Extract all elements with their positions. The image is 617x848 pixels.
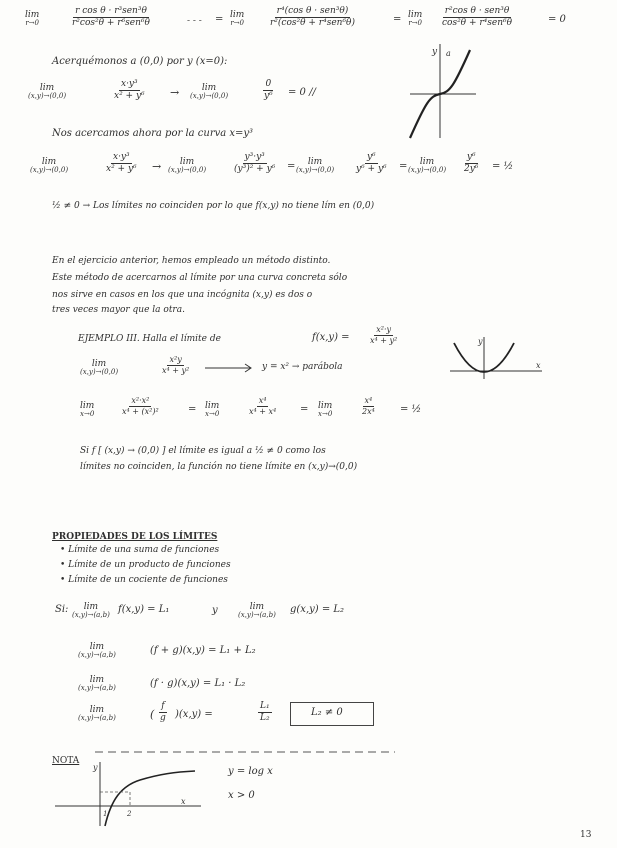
property-item: • Límite de un cociente de funciones: [60, 575, 228, 585]
limit-operator-2: [230, 11, 244, 27]
limit-operator: [30, 158, 68, 174]
fraction-1: [104, 153, 139, 174]
paren-open: (: [150, 708, 155, 721]
lim-label: lim: [80, 401, 95, 411]
fraction-2: [268, 7, 357, 28]
limit-operator-3: [205, 402, 219, 418]
curve-label: a: [446, 49, 451, 58]
lim-subscript: (x,y)→(0,0): [408, 166, 447, 174]
arrow: →: [170, 86, 180, 99]
fraction-numerator: r⁴(cos θ · sen³θ): [276, 6, 349, 16]
lim-subscript: x→0: [80, 410, 95, 418]
fraction-2: [262, 80, 275, 101]
lim-label: lim: [25, 10, 40, 20]
fraction-denominator: (y³)² + y⁶: [234, 163, 276, 174]
log-graph: [55, 760, 205, 830]
lim-label: lim: [205, 401, 220, 411]
limit-operator: [28, 84, 66, 100]
lim-subscript: (x,y)→(a,b): [78, 651, 116, 659]
x-axis-label: x: [181, 797, 186, 806]
arrow: →: [152, 160, 162, 173]
equals-sign: =: [399, 161, 408, 172]
fraction-denominator: y⁶ + y⁶: [356, 163, 387, 174]
fraction-1: [160, 356, 191, 375]
lim-subscript: x→0: [318, 410, 333, 418]
tick-label-1: 1: [103, 810, 108, 818]
limit-operator-sum: [78, 643, 116, 659]
fraction-denominator: 2y⁶: [464, 163, 479, 174]
dashed-separator: [95, 750, 395, 754]
conclusion-text: ½ ≠ 0 → Los límites no coinciden por lo que f(x,y) no tiene lím en (0,0): [52, 201, 375, 211]
function-fraction: [368, 326, 399, 345]
lim-label: lim: [201, 83, 217, 93]
limit-operator: [25, 11, 39, 27]
limit-operator-quotient: [78, 706, 116, 722]
result: = 0: [548, 14, 566, 25]
y-axis-label: y: [478, 337, 483, 346]
fraction-denominator: x⁴ + x⁴: [249, 406, 277, 416]
fraction-denominator: x⁴ + y²: [370, 335, 398, 345]
limit-f-value: f(x,y) = L₁: [118, 604, 170, 615]
y-axis-label: y: [93, 763, 98, 772]
lim-label: lim: [91, 359, 107, 369]
approach-text: Acerquémonos a (0,0) por y (x=0):: [52, 56, 228, 67]
lim-subscript: (x,y)→(a,b): [78, 714, 116, 722]
limit-operator-product: [78, 676, 116, 692]
fraction-numerator: y⁶: [466, 152, 476, 162]
tick-label-2: 2: [127, 810, 132, 818]
lim-label: lim: [408, 10, 423, 20]
property-text: Límite de un producto de funciones: [68, 560, 231, 570]
log-equation: y = log x: [228, 766, 273, 777]
lim-label: lim: [419, 157, 435, 167]
limit-operator-2: [190, 84, 228, 100]
fraction-denominator: x⁴ + (x²)²: [122, 406, 159, 416]
fraction-numerator: x·y³: [121, 79, 138, 89]
lim-label: lim: [249, 602, 265, 612]
fraction-4: [360, 397, 377, 416]
lim-label: lim: [179, 157, 195, 167]
lim-subscript: (x,y)→(a,b): [78, 684, 116, 692]
fraction-numerator: f: [161, 701, 165, 711]
lim-label: lim: [89, 675, 105, 685]
fraction-denominator: L₂: [260, 712, 270, 723]
conclusion-line: límites no coinciden, la función no tiene límite en (x,y)→(0,0): [80, 462, 358, 472]
limit-operator: [72, 603, 110, 619]
fraction-numerator: x²y: [169, 355, 182, 364]
fraction-denominator: x² + y⁶: [106, 163, 137, 174]
fraction-denominator: cos²θ + r⁴sen⁶θ: [442, 17, 513, 28]
limit-operator-2: [80, 402, 94, 418]
cubic-curve-figure: [400, 42, 480, 142]
lim-label: lim: [230, 10, 245, 20]
fraction-numerator: x⁴: [258, 396, 267, 405]
dash-connector: - - -: [187, 16, 202, 26]
y-axis-label: y: [432, 47, 438, 57]
result: = 0 //: [288, 87, 316, 98]
lim-label: lim: [41, 157, 57, 167]
lim-label: lim: [318, 401, 333, 411]
fraction-denominator: r²cos²θ + r⁶sen⁶θ: [72, 17, 150, 28]
limit-g-value: g(x,y) = L₂: [290, 604, 345, 615]
lim-subscript: r→0: [408, 19, 422, 27]
fraction-3: [354, 153, 389, 174]
fraction-denominator: g: [160, 712, 166, 723]
limit-operator-4: [318, 402, 332, 418]
property-item: • Límite de una suma de funciones: [60, 545, 220, 555]
lim-subscript: r→0: [230, 19, 244, 27]
fraction-2: [232, 153, 277, 174]
fraction-4: [462, 153, 480, 174]
fraction-numerator: x²·y: [376, 325, 391, 334]
property-item: • Límite de un producto de funciones: [60, 560, 231, 570]
quotient-result: [258, 702, 272, 723]
lim-subscript: (x,y)→(0,0): [168, 166, 207, 174]
lim-subscript: (x,y)→(0,0): [80, 368, 119, 376]
result: = ½: [400, 404, 422, 415]
and-label: y: [212, 605, 218, 616]
lim-subscript: (x,y)→(a,b): [72, 611, 110, 619]
result: = ½: [492, 161, 514, 172]
fraction-numerator: x²·x²: [131, 396, 150, 405]
lim-subscript: (x,y)→(a,b): [238, 611, 276, 619]
quotient-fraction: [158, 702, 168, 723]
limit-operator-2: [238, 603, 276, 619]
fraction-denominator: r²(cos²θ + r⁴sen⁶θ): [270, 17, 355, 28]
fraction-2: [120, 397, 161, 416]
lim-label: lim: [89, 705, 105, 715]
conclusion-line: Si f [ (x,y) → (0,0) ] el límite es igual a ½ ≠ 0 como los: [80, 446, 326, 456]
fraction-3: [247, 397, 278, 416]
fraction-denominator: y⁶: [264, 90, 273, 101]
lim-subscript: x→0: [205, 410, 220, 418]
equals-sign: =: [215, 14, 224, 25]
lim-label: lim: [83, 602, 99, 612]
fraction-1: [70, 7, 152, 28]
limit-operator-3: [408, 11, 422, 27]
if-label: Si:: [55, 604, 69, 615]
lim-label: lim: [89, 642, 105, 652]
function-label: f(x,y) =: [312, 332, 350, 343]
property-text: Límite de un cociente de funciones: [68, 575, 228, 585]
fraction-3: [440, 7, 514, 28]
fraction-numerator: 0: [265, 79, 272, 89]
equals-sign: =: [300, 404, 309, 415]
lim-subscript: (x,y)→(0,0): [190, 92, 229, 100]
fraction-numerator: x·y³: [113, 152, 130, 162]
fraction-numerator: L₁: [260, 701, 270, 711]
curve-text: Nos acercamos ahora por la curva x=y³: [52, 128, 254, 139]
paragraph-line: En el ejercicio anterior, hemos empleado un método distinto.: [52, 256, 331, 266]
equals-sign: =: [393, 14, 402, 25]
parabola-text: y = x² → parábola: [262, 362, 343, 372]
section-title: PROPIEDADES DE LOS LÍMITES: [52, 532, 218, 542]
paragraph-line: Este método de acercarnos al límite por una curva concreta sólo: [52, 273, 348, 283]
lim-subscript: r→0: [25, 19, 39, 27]
fraction-numerator: r cos θ · r³sen³θ: [75, 6, 147, 16]
limit-operator-3: [296, 158, 334, 174]
long-arrow: [205, 363, 255, 373]
limit-operator: [80, 360, 118, 376]
lim-subscript: (x,y)→(0,0): [28, 92, 67, 100]
example-title: EJEMPLO III. Halla el límite de: [78, 334, 221, 344]
domain-condition: x > 0: [228, 790, 255, 801]
limit-operator-2: [168, 158, 206, 174]
lim-label: lim: [307, 157, 323, 167]
note-label: NOTA: [52, 756, 80, 766]
fraction-denominator: x⁴ + y²: [162, 365, 190, 375]
fraction-numerator: x⁴: [364, 396, 373, 405]
condition-text: L₂ ≠ 0: [311, 707, 343, 718]
quotient-rule: )(x,y) =: [175, 709, 213, 720]
property-text: Límite de una suma de funciones: [68, 545, 220, 555]
lim-subscript: (x,y)→(0,0): [30, 166, 69, 174]
product-rule: (f · g)(x,y) = L₁ · L₂: [150, 678, 246, 689]
equals-sign: =: [287, 161, 296, 172]
lim-subscript: (x,y)→(0,0): [296, 166, 335, 174]
condition-box: [290, 702, 374, 726]
equals-sign: =: [188, 404, 197, 415]
fraction-numerator: y⁶: [366, 152, 376, 162]
paragraph-line: nos sirve en casos en los que una incógnita (x,y) es dos o: [52, 290, 313, 300]
fraction-numerator: r²cos θ · sen³θ: [444, 6, 510, 16]
x-axis-label: x: [536, 361, 541, 370]
limit-operator-4: [408, 158, 446, 174]
sum-rule: (f + g)(x,y) = L₁ + L₂: [150, 645, 256, 656]
fraction-denominator: 2x⁴: [362, 406, 375, 416]
page-number: 13: [580, 830, 592, 840]
paragraph-line: tres veces mayor que la otra.: [52, 305, 185, 315]
parabola-figure: [448, 335, 548, 385]
fraction-numerator: y³·y³: [244, 152, 265, 162]
fraction-denominator: x² + y⁶: [114, 90, 145, 101]
fraction-1: [112, 80, 147, 101]
lim-label: lim: [39, 83, 55, 93]
